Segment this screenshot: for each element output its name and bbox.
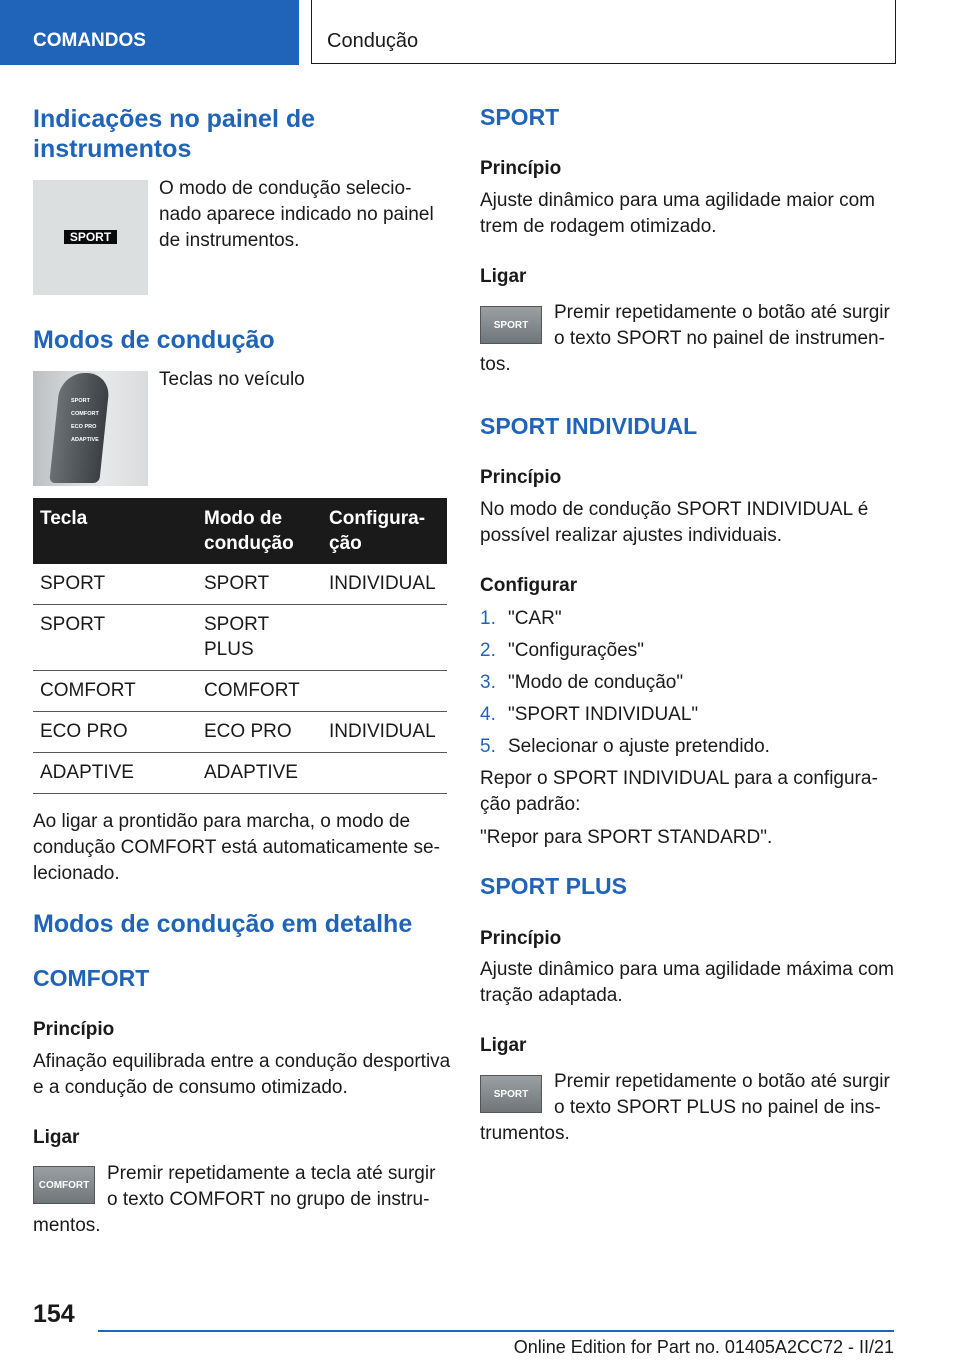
paragraph-line: o texto SPORT PLUS no painel de ins- [554, 1097, 881, 1118]
paragraph-line: Afinação equilibrada entre a condução desportiva [33, 1051, 451, 1072]
sport-principle-text [480, 188, 900, 240]
key-label-sport: SPORT [71, 398, 90, 404]
table-cell: INDIVIDUAL [322, 564, 447, 605]
plus-principle-text [480, 957, 900, 1009]
paragraph-line: ção padrão: [480, 794, 581, 815]
individual-principle-label: Princípio [480, 467, 562, 488]
step-number: 1. [480, 608, 496, 629]
table-cell [322, 605, 447, 671]
plus-on-label: Ligar [480, 1035, 527, 1056]
section-tab [0, 0, 299, 65]
list-item [480, 731, 770, 763]
paragraph-line: "Repor para SPORT STANDARD". [480, 827, 773, 848]
configure-label: Configurar [480, 575, 578, 596]
panel-heading-line-1: Indicações no painel de [33, 105, 316, 133]
table-row [33, 564, 447, 605]
reset-text [480, 766, 900, 851]
table-cell [322, 671, 447, 712]
paragraph-line: Premir repetidamente o botão até surgir [554, 302, 890, 323]
comfort-principle-text [33, 1049, 453, 1101]
subsection-title: Condução [327, 30, 419, 52]
sport-on-text-bottom: tos. [480, 354, 511, 375]
vehicle-keys-image [33, 371, 148, 486]
sport-individual-heading: SPORT INDIVIDUAL [480, 413, 698, 439]
step-number: 5. [480, 736, 496, 757]
comfort-on-text-top [107, 1161, 435, 1213]
key-label-comfort: COMFORT [71, 411, 99, 417]
step-text: "CAR" [508, 608, 562, 629]
section-title: COMANDOS [33, 30, 146, 51]
step-number: 3. [480, 672, 496, 693]
list-item [480, 603, 770, 635]
table-cell: SPORT [197, 564, 322, 605]
modes-table [33, 498, 447, 794]
key-labels [71, 395, 99, 447]
step-text: "SPORT INDIVIDUAL" [508, 704, 699, 725]
after-table-text [33, 809, 453, 887]
modes-heading: Modos de condução [33, 326, 275, 354]
paragraph-line: Ao ligar a prontidão para marcha, o modo de [33, 811, 411, 832]
cell-line: SPORT [204, 614, 270, 635]
step-text: "Configurações" [508, 640, 645, 661]
sport-principle-label: Princípio [480, 158, 562, 179]
panel-text [159, 176, 449, 254]
paragraph-line: possível realizar ajustes individuais. [480, 525, 783, 546]
paragraph-line: No modo de condução SPORT INDIVIDUAL é [480, 499, 869, 520]
detail-heading: Modos de condução em detalhe [33, 910, 413, 938]
comfort-heading: COMFORT [33, 965, 150, 991]
plus-on-text-bottom: trumentos. [480, 1123, 570, 1144]
list-item [480, 667, 770, 699]
comfort-button-icon: COMFORT [33, 1166, 95, 1204]
plus-principle-label: Princípio [480, 928, 562, 949]
paragraph-line: e a condução de consumo otimizado. [33, 1077, 348, 1098]
step-text: Selecionar o ajuste pretendido. [508, 736, 770, 757]
header-cell-mode [197, 498, 322, 564]
panel-text-line: nado aparece indicado no painel [159, 204, 434, 225]
header-text: Tecla [40, 508, 88, 529]
header-text: condução [204, 533, 294, 554]
configure-steps-list [480, 603, 770, 763]
table-cell [322, 753, 447, 794]
key-label-adaptive: ADAPTIVE [71, 437, 99, 443]
paragraph-line: condução COMFORT está automaticamente se- [33, 837, 440, 858]
paragraph-line: Repor o SPORT INDIVIDUAL para a configura- [480, 768, 878, 789]
table-row [33, 605, 447, 671]
header-text: ção [329, 533, 362, 554]
comfort-on-text-bottom: mentos. [33, 1215, 101, 1236]
sport-plus-heading: SPORT PLUS [480, 873, 627, 899]
cell-line: PLUS [204, 639, 254, 660]
panel-image [33, 180, 148, 295]
paragraph-line: lecionado. [33, 863, 120, 884]
paragraph-line: tração adaptada. [480, 985, 623, 1006]
list-item [480, 635, 770, 667]
table-row [33, 712, 447, 753]
paragraph-line: o texto SPORT no painel de instrumen- [554, 328, 885, 349]
table-cell: INDIVIDUAL [322, 712, 447, 753]
table-row [33, 753, 447, 794]
list-item [480, 699, 770, 731]
paragraph-line: o texto COMFORT no grupo de instru- [107, 1189, 430, 1210]
page-number: 154 [33, 1300, 75, 1328]
table-cell [197, 605, 322, 671]
subsection-tab [311, 0, 896, 64]
table-cell: SPORT [33, 605, 197, 671]
table-cell: ADAPTIVE [197, 753, 322, 794]
individual-principle-text [480, 497, 900, 549]
paragraph-line: Premir repetidamente o botão até surgir [554, 1071, 890, 1092]
keys-caption: Teclas no veículo [159, 369, 305, 390]
table-cell: COMFORT [197, 671, 322, 712]
paragraph-line: Ajuste dinâmico para uma agilidade maior com [480, 190, 875, 211]
table-cell: ECO PRO [197, 712, 322, 753]
step-text: "Modo de condução" [508, 672, 684, 693]
panel-text-line: de instrumentos. [159, 230, 300, 251]
panel-heading [33, 104, 315, 164]
panel-text-line: O modo de condução selecio- [159, 178, 412, 199]
step-number: 4. [480, 704, 496, 725]
step-number: 2. [480, 640, 496, 661]
paragraph-line: Ajuste dinâmico para uma agilidade máxima com [480, 959, 894, 980]
header-text: Modo de [204, 508, 283, 529]
comfort-on-label: Ligar [33, 1127, 80, 1148]
header-text: Configura- [329, 508, 426, 529]
paragraph-line: Premir repetidamente a tecla até surgir [107, 1163, 436, 1184]
sport-button-icon: SPORT [480, 306, 542, 344]
plus-on-text-top [554, 1069, 890, 1121]
footer-divider [98, 1330, 894, 1332]
header-cell-key [33, 498, 197, 564]
comfort-principle-label: Princípio [33, 1019, 115, 1040]
table-cell: ECO PRO [33, 712, 197, 753]
table-row [33, 671, 447, 712]
table-cell: ADAPTIVE [33, 753, 197, 794]
panel-heading-line-2: instrumentos [33, 135, 192, 163]
sport-heading: SPORT [480, 104, 560, 130]
table-header-row [33, 498, 447, 564]
table-cell: COMFORT [33, 671, 197, 712]
key-label-eco-pro: ECO PRO [71, 424, 97, 430]
paragraph-line: trem de rodagem otimizado. [480, 216, 717, 237]
sport-plus-button-icon: SPORT [480, 1075, 542, 1113]
table-cell: SPORT [33, 564, 197, 605]
header-cell-config [322, 498, 447, 564]
sport-indicator-badge: SPORT [64, 230, 117, 244]
sport-on-text-top [554, 300, 890, 352]
sport-on-label: Ligar [480, 266, 527, 287]
edition-text: Online Edition for Part no. 01405A2CC72 - II/21 [513, 1337, 894, 1357]
